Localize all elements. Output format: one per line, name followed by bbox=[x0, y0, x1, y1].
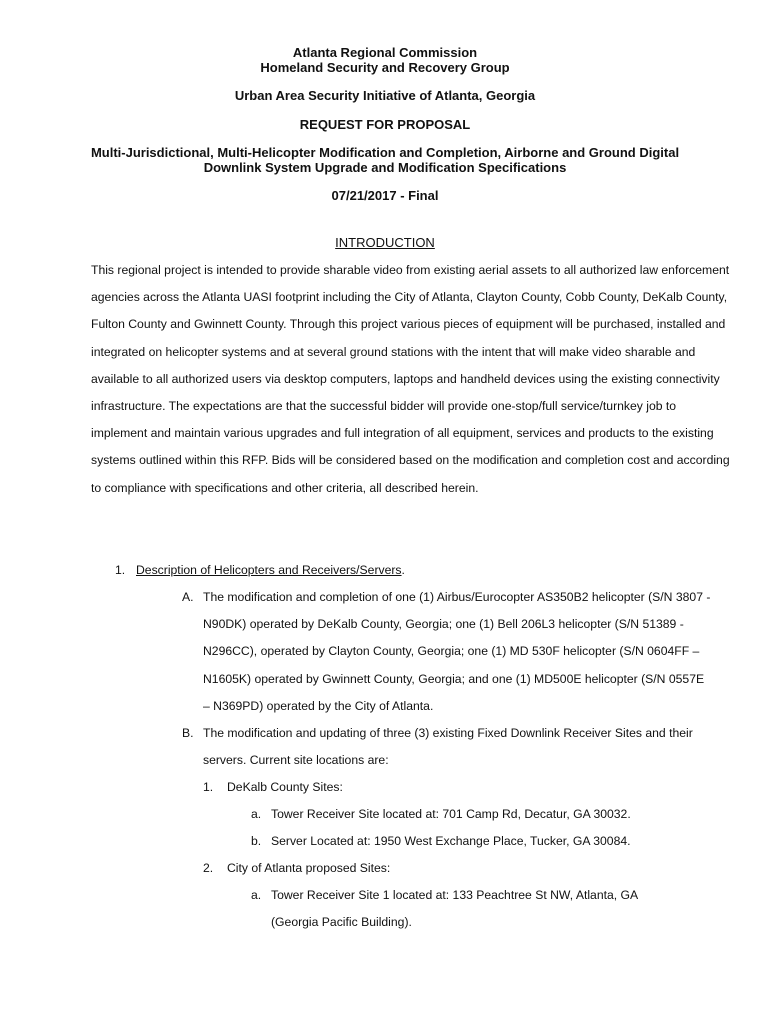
header-title-line1: Multi-Jurisdictional, Multi-Helicopter Modification and Completion, Airborne and Ground Digital bbox=[90, 145, 680, 160]
item-b-label: B. bbox=[182, 726, 194, 740]
header-title-line2: Downlink System Upgrade and Modification Specifications bbox=[203, 160, 567, 175]
header-initiative: Urban Area Security Initiative of Atlanta, Georgia bbox=[234, 88, 536, 103]
header-date: 07/21/2017 - Final bbox=[331, 188, 439, 203]
sub1-label: 1. bbox=[203, 780, 214, 794]
item-a-label: A. bbox=[182, 590, 194, 604]
sub1-b-text: Server Located at: 1950 West Exchange Place, Tucker, GA 30084. bbox=[271, 834, 631, 848]
header-doc-type: REQUEST FOR PROPOSAL bbox=[299, 117, 471, 132]
header-org: Atlanta Regional Commission bbox=[292, 45, 478, 60]
section1-number: 1. bbox=[115, 563, 126, 577]
sub2-text: City of Atlanta proposed Sites: bbox=[227, 861, 391, 875]
section1-heading bbox=[136, 557, 736, 584]
section1-title: Description of Helicopters and Receivers/Servers bbox=[136, 563, 402, 577]
sub1-a-label: a. bbox=[251, 807, 262, 821]
sub2-a-text: Tower Receiver Site 1 located at: 133 Peachtree St NW, Atlanta, GA (Georgia Pacific Building). bbox=[271, 888, 638, 930]
intro-body: This regional project is intended to provide sharable video from existing aerial assets to all authorized law enforcement agencies across the Atlanta UASI footprint including the City of Atlanta, Clayton County, Cobb County, DeKalb County, Fulton County and Gwinnett County. Through this project various pieces of equipment will be purchased, installed and integrated on helicopter systems and at several ground stations with the intent that will make video sharable and available to all authorized users via desktop computers, laptops and handheld devices using the existing connectivity infrastructure. The expectations are that the successful bidder will provide one-stop/full service/turnkey job to implement and maintain various upgrades and full integration of all equipment, services and products to the existing systems outlined within this RFP. Bids will be considered based on the modification and completion cost and according to compliance with specifications and other criteria, all described herein. bbox=[91, 263, 730, 495]
item-b-text: The modification and updating of three (3) existing Fixed Downlink Receiver Sites and their servers. Current site locations are: bbox=[203, 726, 693, 768]
header-group: Homeland Security and Recovery Group bbox=[260, 60, 510, 75]
item-a-text: The modification and completion of one (1) Airbus/Eurocopter AS350B2 helicopter (S/N 3807 - N90DK) operated by DeKalb County, Georgia; one (1) Bell 206L3 helicopter (S/N 51389 - N296CC), operated by Clayton County, Georgia; one (1) MD 530F helicopter (S/N 0604FF – N1605K) operated by Gwinnett County, Georgia; and one (1) MD500E helicopter (S/N 0557E – N369PD) operated by the City of Atlanta. bbox=[203, 590, 711, 713]
sub2-a-label: a. bbox=[251, 888, 262, 902]
section1-title-suffix: . bbox=[401, 563, 405, 577]
sub1-text: DeKalb County Sites: bbox=[227, 780, 343, 794]
sub1-b-label: b. bbox=[251, 834, 262, 848]
sub1-a-text: Tower Receiver Site located at: 701 Camp Rd, Decatur, GA 30032. bbox=[271, 807, 631, 821]
intro-heading: INTRODUCTION bbox=[335, 235, 435, 250]
sub2-label: 2. bbox=[203, 861, 214, 875]
